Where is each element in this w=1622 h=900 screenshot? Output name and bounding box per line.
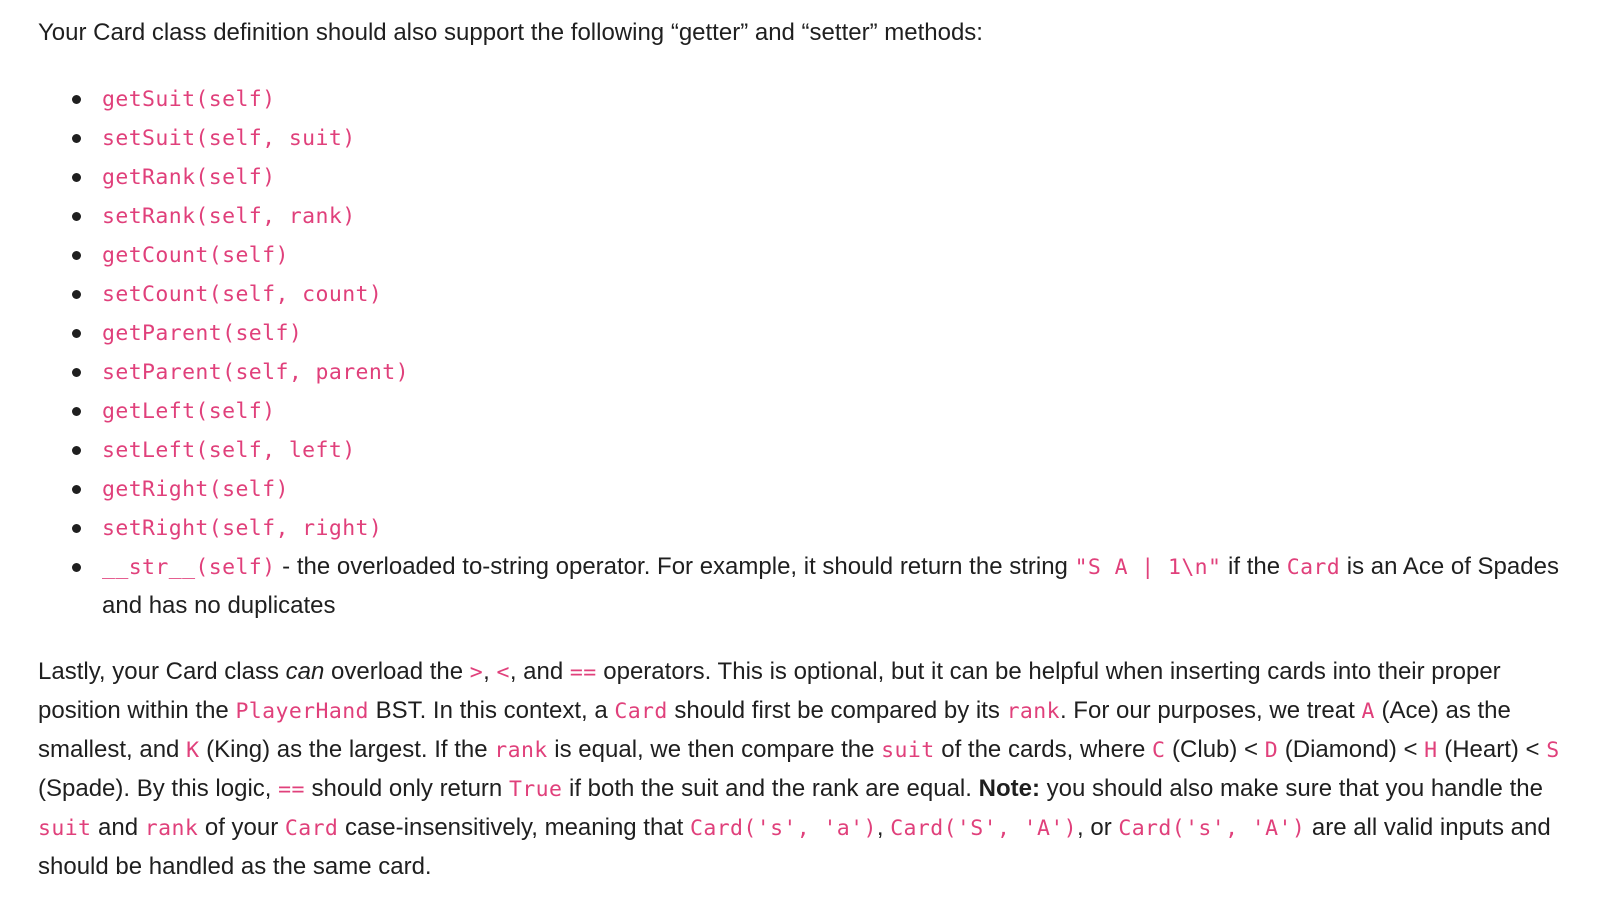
str-method-code: __str__(self)	[102, 555, 276, 580]
bullet-icon	[72, 251, 81, 260]
text: (Spade). By this logic,	[38, 775, 279, 802]
method-code: getLeft(self)	[102, 399, 276, 424]
text: should first be compared by its	[667, 697, 1007, 724]
bullet-icon	[72, 134, 81, 143]
text: of the cards, where	[934, 736, 1153, 763]
method-code: setLeft(self, left)	[102, 438, 356, 463]
inline-code: S	[1546, 738, 1560, 763]
list-item	[102, 314, 1578, 353]
inline-code: suit	[881, 738, 935, 763]
inline-code: rank	[1006, 699, 1060, 724]
closing-paragraph	[38, 653, 1578, 886]
method-code: getSuit(self)	[102, 87, 276, 112]
inline-code: rank	[144, 816, 199, 841]
method-code: setRight(self, right)	[102, 516, 383, 541]
text: , and	[509, 658, 570, 685]
text: are all valid inputs and should be handled as the same card.	[38, 814, 1551, 880]
str-example-code: "S A | 1\n"	[1074, 555, 1222, 580]
str-text: - the overloaded to-string operator. For example, it should return the string	[275, 553, 1075, 580]
bullet-icon	[72, 329, 81, 338]
inline-code: D	[1264, 738, 1279, 763]
list-item	[102, 431, 1578, 470]
text: (Diamond) <	[1278, 736, 1425, 763]
inline-code: Card('s', 'A')	[1118, 816, 1306, 841]
method-code: getRight(self)	[102, 477, 289, 502]
bullet-icon	[72, 407, 81, 416]
note-label: Note:	[978, 775, 1040, 802]
text: , or	[1077, 814, 1119, 841]
list-item-str	[102, 548, 1562, 625]
method-code: getCount(self)	[102, 243, 289, 268]
inline-code: Card	[614, 699, 668, 724]
text: . For our purposes, we treat	[1059, 697, 1362, 724]
inline-code: True	[508, 777, 563, 802]
intro-text: Your Card class definition should also support the following “getter” and “setter” methods:	[38, 19, 983, 46]
str-text: if the	[1221, 553, 1287, 580]
bullet-icon	[72, 485, 81, 494]
bullet-icon	[72, 95, 81, 104]
method-code: setRank(self, rank)	[102, 204, 356, 229]
text: Lastly, your Card class	[38, 658, 286, 685]
inline-code: K	[186, 738, 200, 763]
intro-paragraph	[38, 14, 1578, 52]
inline-code: H	[1424, 738, 1438, 763]
bullet-icon	[72, 524, 81, 533]
inline-code: Card	[284, 816, 339, 841]
text: overload the	[324, 658, 470, 685]
inline-code: rank	[494, 738, 548, 763]
text: BST. In this context, a	[368, 697, 615, 724]
inline-code: ==	[278, 777, 305, 802]
text: case-insensitively, meaning that	[338, 814, 691, 841]
inline-code: A	[1361, 699, 1375, 724]
bullet-icon	[72, 173, 81, 182]
text: (King) as the largest. If the	[199, 736, 495, 763]
inline-code: PlayerHand	[235, 699, 369, 724]
card-code: Card	[1286, 555, 1341, 580]
inline-code: Card('S', 'A')	[890, 816, 1078, 841]
inline-code: <	[496, 660, 510, 685]
text: if both the suit and the rank are equal.	[562, 775, 979, 802]
inline-code: ==	[569, 660, 597, 685]
text: (Club) <	[1165, 736, 1265, 763]
text: and	[91, 814, 145, 841]
inline-code: Card('s', 'a')	[690, 816, 877, 841]
text: ,	[876, 814, 891, 841]
text: (Ace) as the smallest, and	[38, 697, 1511, 763]
document-body	[38, 14, 1578, 886]
emphasis-text: can	[285, 658, 325, 685]
bullet-icon	[72, 290, 81, 299]
list-item	[102, 275, 1578, 314]
text: is equal, we then compare the	[547, 736, 882, 763]
str-text: is an Ace of Spades and has no duplicates	[102, 553, 1559, 619]
bullet-icon	[72, 446, 81, 455]
list-item	[102, 119, 1578, 158]
text: should only return	[304, 775, 509, 802]
method-list	[38, 80, 1578, 625]
list-item	[102, 470, 1578, 509]
text: operators. This is optional, but it can be helpful when inserting cards into their proper position within the	[38, 658, 1501, 724]
method-code: setParent(self, parent)	[102, 360, 409, 385]
list-item	[102, 197, 1578, 236]
text: you should also make sure that you handle the	[1039, 775, 1543, 802]
text: of your	[198, 814, 285, 841]
bullet-icon	[72, 368, 81, 377]
inline-code: C	[1152, 738, 1166, 763]
list-item	[102, 392, 1578, 431]
bullet-icon	[72, 212, 81, 221]
method-code: getRank(self)	[102, 165, 276, 190]
list-item	[102, 158, 1578, 197]
list-item	[102, 353, 1578, 392]
bullet-icon	[72, 563, 81, 572]
text: (Heart) <	[1437, 736, 1547, 763]
method-code: getParent(self)	[102, 321, 303, 346]
method-code: setCount(self, count)	[102, 282, 383, 307]
list-item	[102, 509, 1578, 548]
inline-code: suit	[38, 816, 92, 841]
text: ,	[483, 658, 497, 685]
list-item	[102, 236, 1578, 275]
list-item	[102, 80, 1578, 119]
method-code: setSuit(self, suit)	[102, 126, 356, 151]
inline-code: >	[469, 660, 484, 685]
